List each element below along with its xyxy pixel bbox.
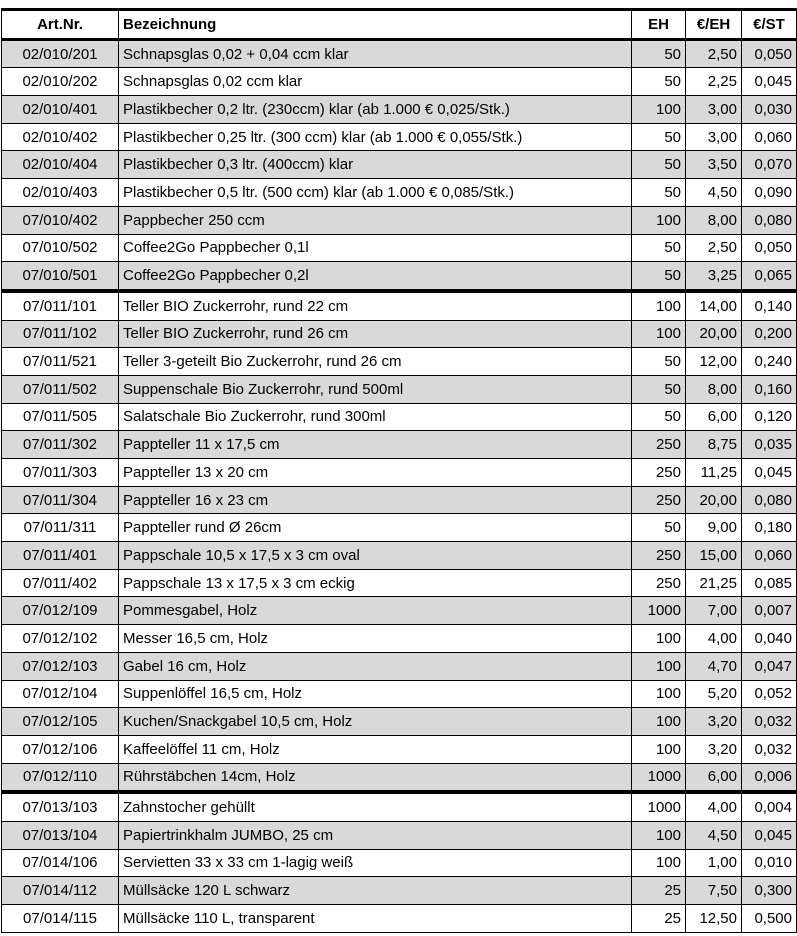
- cell-eh: 1000: [632, 597, 686, 625]
- cell-preis-eh: 8,75: [686, 431, 742, 459]
- cell-bezeichnung: Coffee2Go Pappbecher 0,2l: [119, 262, 632, 291]
- cell-preis-st: 0,050: [742, 234, 797, 262]
- cell-art-nr: 07/010/402: [2, 206, 119, 234]
- cell-eh: 100: [632, 652, 686, 680]
- cell-bezeichnung: Kaffeelöffel 11 cm, Holz: [119, 735, 632, 763]
- cell-eh: 50: [632, 262, 686, 291]
- price-list-table: [1, 8, 797, 933]
- table-body: [2, 39, 797, 932]
- cell-preis-st: 0,070: [742, 151, 797, 179]
- table-row: [2, 96, 797, 124]
- table-row: [2, 151, 797, 179]
- cell-preis-eh: 8,00: [686, 375, 742, 403]
- cell-bezeichnung: Coffee2Go Pappbecher 0,1l: [119, 234, 632, 262]
- cell-preis-st: 0,160: [742, 375, 797, 403]
- cell-bezeichnung: Schnapsglas 0,02 ccm klar: [119, 68, 632, 96]
- cell-preis-eh: 1,00: [686, 849, 742, 877]
- table-row: [2, 348, 797, 376]
- cell-preis-eh: 6,00: [686, 763, 742, 792]
- cell-art-nr: 07/013/104: [2, 821, 119, 849]
- table-row: [2, 905, 797, 933]
- cell-preis-st: 0,090: [742, 179, 797, 207]
- table-row: [2, 179, 797, 207]
- cell-bezeichnung: Teller BIO Zuckerrohr, rund 26 cm: [119, 320, 632, 348]
- table-row: [2, 569, 797, 597]
- cell-preis-eh: 4,70: [686, 652, 742, 680]
- table-header-row: [2, 10, 797, 40]
- cell-preis-eh: 3,00: [686, 96, 742, 124]
- cell-preis-st: 0,032: [742, 708, 797, 736]
- cell-preis-st: 0,032: [742, 735, 797, 763]
- cell-preis-eh: 4,00: [686, 792, 742, 821]
- table-row: [2, 320, 797, 348]
- table-row: [2, 431, 797, 459]
- cell-eh: 250: [632, 542, 686, 570]
- cell-preis-eh: 15,00: [686, 542, 742, 570]
- cell-bezeichnung: Plastikbecher 0,5 ltr. (500 ccm) klar (ab 1.000 € 0,085/Stk.): [119, 179, 632, 207]
- cell-eh: 1000: [632, 763, 686, 792]
- cell-eh: 50: [632, 514, 686, 542]
- cell-art-nr: 07/011/102: [2, 320, 119, 348]
- table-row: [2, 763, 797, 792]
- cell-art-nr: 07/011/304: [2, 486, 119, 514]
- cell-bezeichnung: Teller BIO Zuckerrohr, rund 22 cm: [119, 291, 632, 320]
- cell-eh: 50: [632, 123, 686, 151]
- header-art-nr: Art.Nr.: [2, 10, 119, 40]
- cell-eh: 100: [632, 821, 686, 849]
- table-row: [2, 625, 797, 653]
- cell-art-nr: 07/011/311: [2, 514, 119, 542]
- cell-bezeichnung: Messer 16,5 cm, Holz: [119, 625, 632, 653]
- cell-art-nr: 07/011/521: [2, 348, 119, 376]
- cell-art-nr: 07/011/101: [2, 291, 119, 320]
- table-row: [2, 262, 797, 291]
- cell-art-nr: 02/010/402: [2, 123, 119, 151]
- cell-preis-eh: 20,00: [686, 320, 742, 348]
- cell-eh: 50: [632, 39, 686, 68]
- cell-art-nr: 07/012/106: [2, 735, 119, 763]
- cell-preis-st: 0,060: [742, 123, 797, 151]
- cell-preis-st: 0,200: [742, 320, 797, 348]
- cell-preis-st: 0,065: [742, 262, 797, 291]
- table-row: [2, 234, 797, 262]
- cell-bezeichnung: Pappteller rund Ø 26cm: [119, 514, 632, 542]
- table-row: [2, 206, 797, 234]
- table-row: [2, 68, 797, 96]
- header-bezeichnung: Bezeichnung: [119, 10, 632, 40]
- table-row: [2, 680, 797, 708]
- cell-eh: 100: [632, 735, 686, 763]
- cell-bezeichnung: Zahnstocher gehüllt: [119, 792, 632, 821]
- cell-art-nr: 07/012/105: [2, 708, 119, 736]
- cell-preis-st: 0,060: [742, 542, 797, 570]
- cell-preis-eh: 4,00: [686, 625, 742, 653]
- cell-preis-eh: 2,25: [686, 68, 742, 96]
- cell-art-nr: 07/014/112: [2, 877, 119, 905]
- cell-preis-st: 0,080: [742, 206, 797, 234]
- table-row: [2, 123, 797, 151]
- header-eh: EH: [632, 10, 686, 40]
- cell-eh: 50: [632, 179, 686, 207]
- cell-art-nr: 07/010/502: [2, 234, 119, 262]
- cell-preis-st: 0,050: [742, 39, 797, 68]
- cell-preis-eh: 11,25: [686, 459, 742, 487]
- cell-preis-st: 0,035: [742, 431, 797, 459]
- cell-art-nr: 02/010/202: [2, 68, 119, 96]
- table-row: [2, 39, 797, 68]
- cell-preis-st: 0,045: [742, 68, 797, 96]
- cell-bezeichnung: Pappschale 10,5 x 17,5 x 3 cm oval: [119, 542, 632, 570]
- cell-eh: 50: [632, 68, 686, 96]
- cell-preis-eh: 6,00: [686, 403, 742, 431]
- cell-bezeichnung: Papiertrinkhalm JUMBO, 25 cm: [119, 821, 632, 849]
- cell-preis-eh: 4,50: [686, 179, 742, 207]
- cell-art-nr: 02/010/401: [2, 96, 119, 124]
- cell-preis-eh: 4,50: [686, 821, 742, 849]
- table-row: [2, 514, 797, 542]
- cell-preis-eh: 14,00: [686, 291, 742, 320]
- cell-preis-eh: 3,20: [686, 708, 742, 736]
- table-row: [2, 792, 797, 821]
- cell-bezeichnung: Kuchen/Snackgabel 10,5 cm, Holz: [119, 708, 632, 736]
- table-row: [2, 735, 797, 763]
- header-preis-st: €/ST: [742, 10, 797, 40]
- cell-bezeichnung: Pappteller 11 x 17,5 cm: [119, 431, 632, 459]
- cell-eh: 100: [632, 708, 686, 736]
- table-row: [2, 291, 797, 320]
- cell-preis-st: 0,240: [742, 348, 797, 376]
- cell-bezeichnung: Pappteller 16 x 23 cm: [119, 486, 632, 514]
- header-preis-eh: €/EH: [686, 10, 742, 40]
- cell-bezeichnung: Pappteller 13 x 20 cm: [119, 459, 632, 487]
- table-row: [2, 459, 797, 487]
- cell-art-nr: 07/011/303: [2, 459, 119, 487]
- cell-eh: 100: [632, 680, 686, 708]
- cell-preis-st: 0,500: [742, 905, 797, 933]
- cell-preis-st: 0,007: [742, 597, 797, 625]
- cell-preis-eh: 21,25: [686, 569, 742, 597]
- cell-eh: 250: [632, 459, 686, 487]
- cell-eh: 100: [632, 291, 686, 320]
- cell-bezeichnung: Salatschale Bio Zuckerrohr, rund 300ml: [119, 403, 632, 431]
- cell-eh: 250: [632, 486, 686, 514]
- cell-bezeichnung: Pommesgabel, Holz: [119, 597, 632, 625]
- cell-eh: 1000: [632, 792, 686, 821]
- cell-preis-eh: 2,50: [686, 39, 742, 68]
- table-row: [2, 821, 797, 849]
- cell-art-nr: 07/013/103: [2, 792, 119, 821]
- cell-preis-eh: 2,50: [686, 234, 742, 262]
- cell-art-nr: 02/010/201: [2, 39, 119, 68]
- cell-preis-st: 0,006: [742, 763, 797, 792]
- cell-art-nr: 02/010/403: [2, 179, 119, 207]
- cell-preis-st: 0,080: [742, 486, 797, 514]
- cell-eh: 50: [632, 348, 686, 376]
- cell-eh: 250: [632, 569, 686, 597]
- cell-art-nr: 07/012/110: [2, 763, 119, 792]
- cell-eh: 25: [632, 905, 686, 933]
- cell-bezeichnung: Teller 3-geteilt Bio Zuckerrohr, rund 26 cm: [119, 348, 632, 376]
- cell-art-nr: 07/012/109: [2, 597, 119, 625]
- cell-preis-st: 0,045: [742, 821, 797, 849]
- cell-preis-st: 0,300: [742, 877, 797, 905]
- cell-eh: 50: [632, 403, 686, 431]
- cell-preis-eh: 3,00: [686, 123, 742, 151]
- cell-bezeichnung: Müllsäcke 110 L, transparent: [119, 905, 632, 933]
- cell-eh: 100: [632, 96, 686, 124]
- table-row: [2, 375, 797, 403]
- cell-bezeichnung: Schnapsglas 0,02 + 0,04 ccm klar: [119, 39, 632, 68]
- cell-eh: 50: [632, 375, 686, 403]
- cell-preis-st: 0,004: [742, 792, 797, 821]
- cell-preis-st: 0,085: [742, 569, 797, 597]
- cell-preis-eh: 12,50: [686, 905, 742, 933]
- cell-preis-st: 0,030: [742, 96, 797, 124]
- cell-bezeichnung: Plastikbecher 0,2 ltr. (230ccm) klar (ab 1.000 € 0,025/Stk.): [119, 96, 632, 124]
- cell-bezeichnung: Plastikbecher 0,25 ltr. (300 ccm) klar (ab 1.000 € 0,055/Stk.): [119, 123, 632, 151]
- cell-eh: 100: [632, 320, 686, 348]
- cell-eh: 100: [632, 206, 686, 234]
- cell-preis-eh: 20,00: [686, 486, 742, 514]
- cell-preis-eh: 12,00: [686, 348, 742, 376]
- cell-art-nr: 07/011/502: [2, 375, 119, 403]
- cell-art-nr: 02/010/404: [2, 151, 119, 179]
- cell-art-nr: 07/011/302: [2, 431, 119, 459]
- cell-preis-st: 0,052: [742, 680, 797, 708]
- cell-preis-eh: 5,20: [686, 680, 742, 708]
- table-row: [2, 708, 797, 736]
- table-row: [2, 597, 797, 625]
- table-row: [2, 542, 797, 570]
- cell-bezeichnung: Pappbecher 250 ccm: [119, 206, 632, 234]
- cell-bezeichnung: Pappschale 13 x 17,5 x 3 cm eckig: [119, 569, 632, 597]
- cell-preis-eh: 7,00: [686, 597, 742, 625]
- cell-art-nr: 07/012/102: [2, 625, 119, 653]
- cell-bezeichnung: Suppenschale Bio Zuckerrohr, rund 500ml: [119, 375, 632, 403]
- cell-preis-st: 0,010: [742, 849, 797, 877]
- cell-preis-eh: 8,00: [686, 206, 742, 234]
- cell-eh: 100: [632, 849, 686, 877]
- table-row: [2, 403, 797, 431]
- cell-bezeichnung: Müllsäcke 120 L schwarz: [119, 877, 632, 905]
- cell-art-nr: 07/011/505: [2, 403, 119, 431]
- cell-preis-st: 0,045: [742, 459, 797, 487]
- table-row: [2, 877, 797, 905]
- cell-bezeichnung: Servietten 33 x 33 cm 1-lagig weiß: [119, 849, 632, 877]
- cell-preis-st: 0,047: [742, 652, 797, 680]
- cell-bezeichnung: Rührstäbchen 14cm, Holz: [119, 763, 632, 792]
- cell-preis-st: 0,140: [742, 291, 797, 320]
- cell-art-nr: 07/011/401: [2, 542, 119, 570]
- cell-bezeichnung: Plastikbecher 0,3 ltr. (400ccm) klar: [119, 151, 632, 179]
- cell-preis-st: 0,120: [742, 403, 797, 431]
- cell-preis-eh: 3,25: [686, 262, 742, 291]
- cell-preis-eh: 9,00: [686, 514, 742, 542]
- cell-art-nr: 07/012/103: [2, 652, 119, 680]
- cell-art-nr: 07/010/501: [2, 262, 119, 291]
- cell-preis-st: 0,040: [742, 625, 797, 653]
- cell-eh: 100: [632, 625, 686, 653]
- cell-eh: 250: [632, 431, 686, 459]
- cell-preis-eh: 3,20: [686, 735, 742, 763]
- cell-eh: 50: [632, 234, 686, 262]
- cell-art-nr: 07/014/115: [2, 905, 119, 933]
- cell-art-nr: 07/011/402: [2, 569, 119, 597]
- cell-bezeichnung: Suppenlöffel 16,5 cm, Holz: [119, 680, 632, 708]
- table-row: [2, 849, 797, 877]
- table-row: [2, 486, 797, 514]
- cell-preis-eh: 7,50: [686, 877, 742, 905]
- cell-art-nr: 07/014/106: [2, 849, 119, 877]
- cell-eh: 50: [632, 151, 686, 179]
- cell-preis-st: 0,180: [742, 514, 797, 542]
- cell-art-nr: 07/012/104: [2, 680, 119, 708]
- table-row: [2, 652, 797, 680]
- cell-bezeichnung: Gabel 16 cm, Holz: [119, 652, 632, 680]
- cell-preis-eh: 3,50: [686, 151, 742, 179]
- cell-eh: 25: [632, 877, 686, 905]
